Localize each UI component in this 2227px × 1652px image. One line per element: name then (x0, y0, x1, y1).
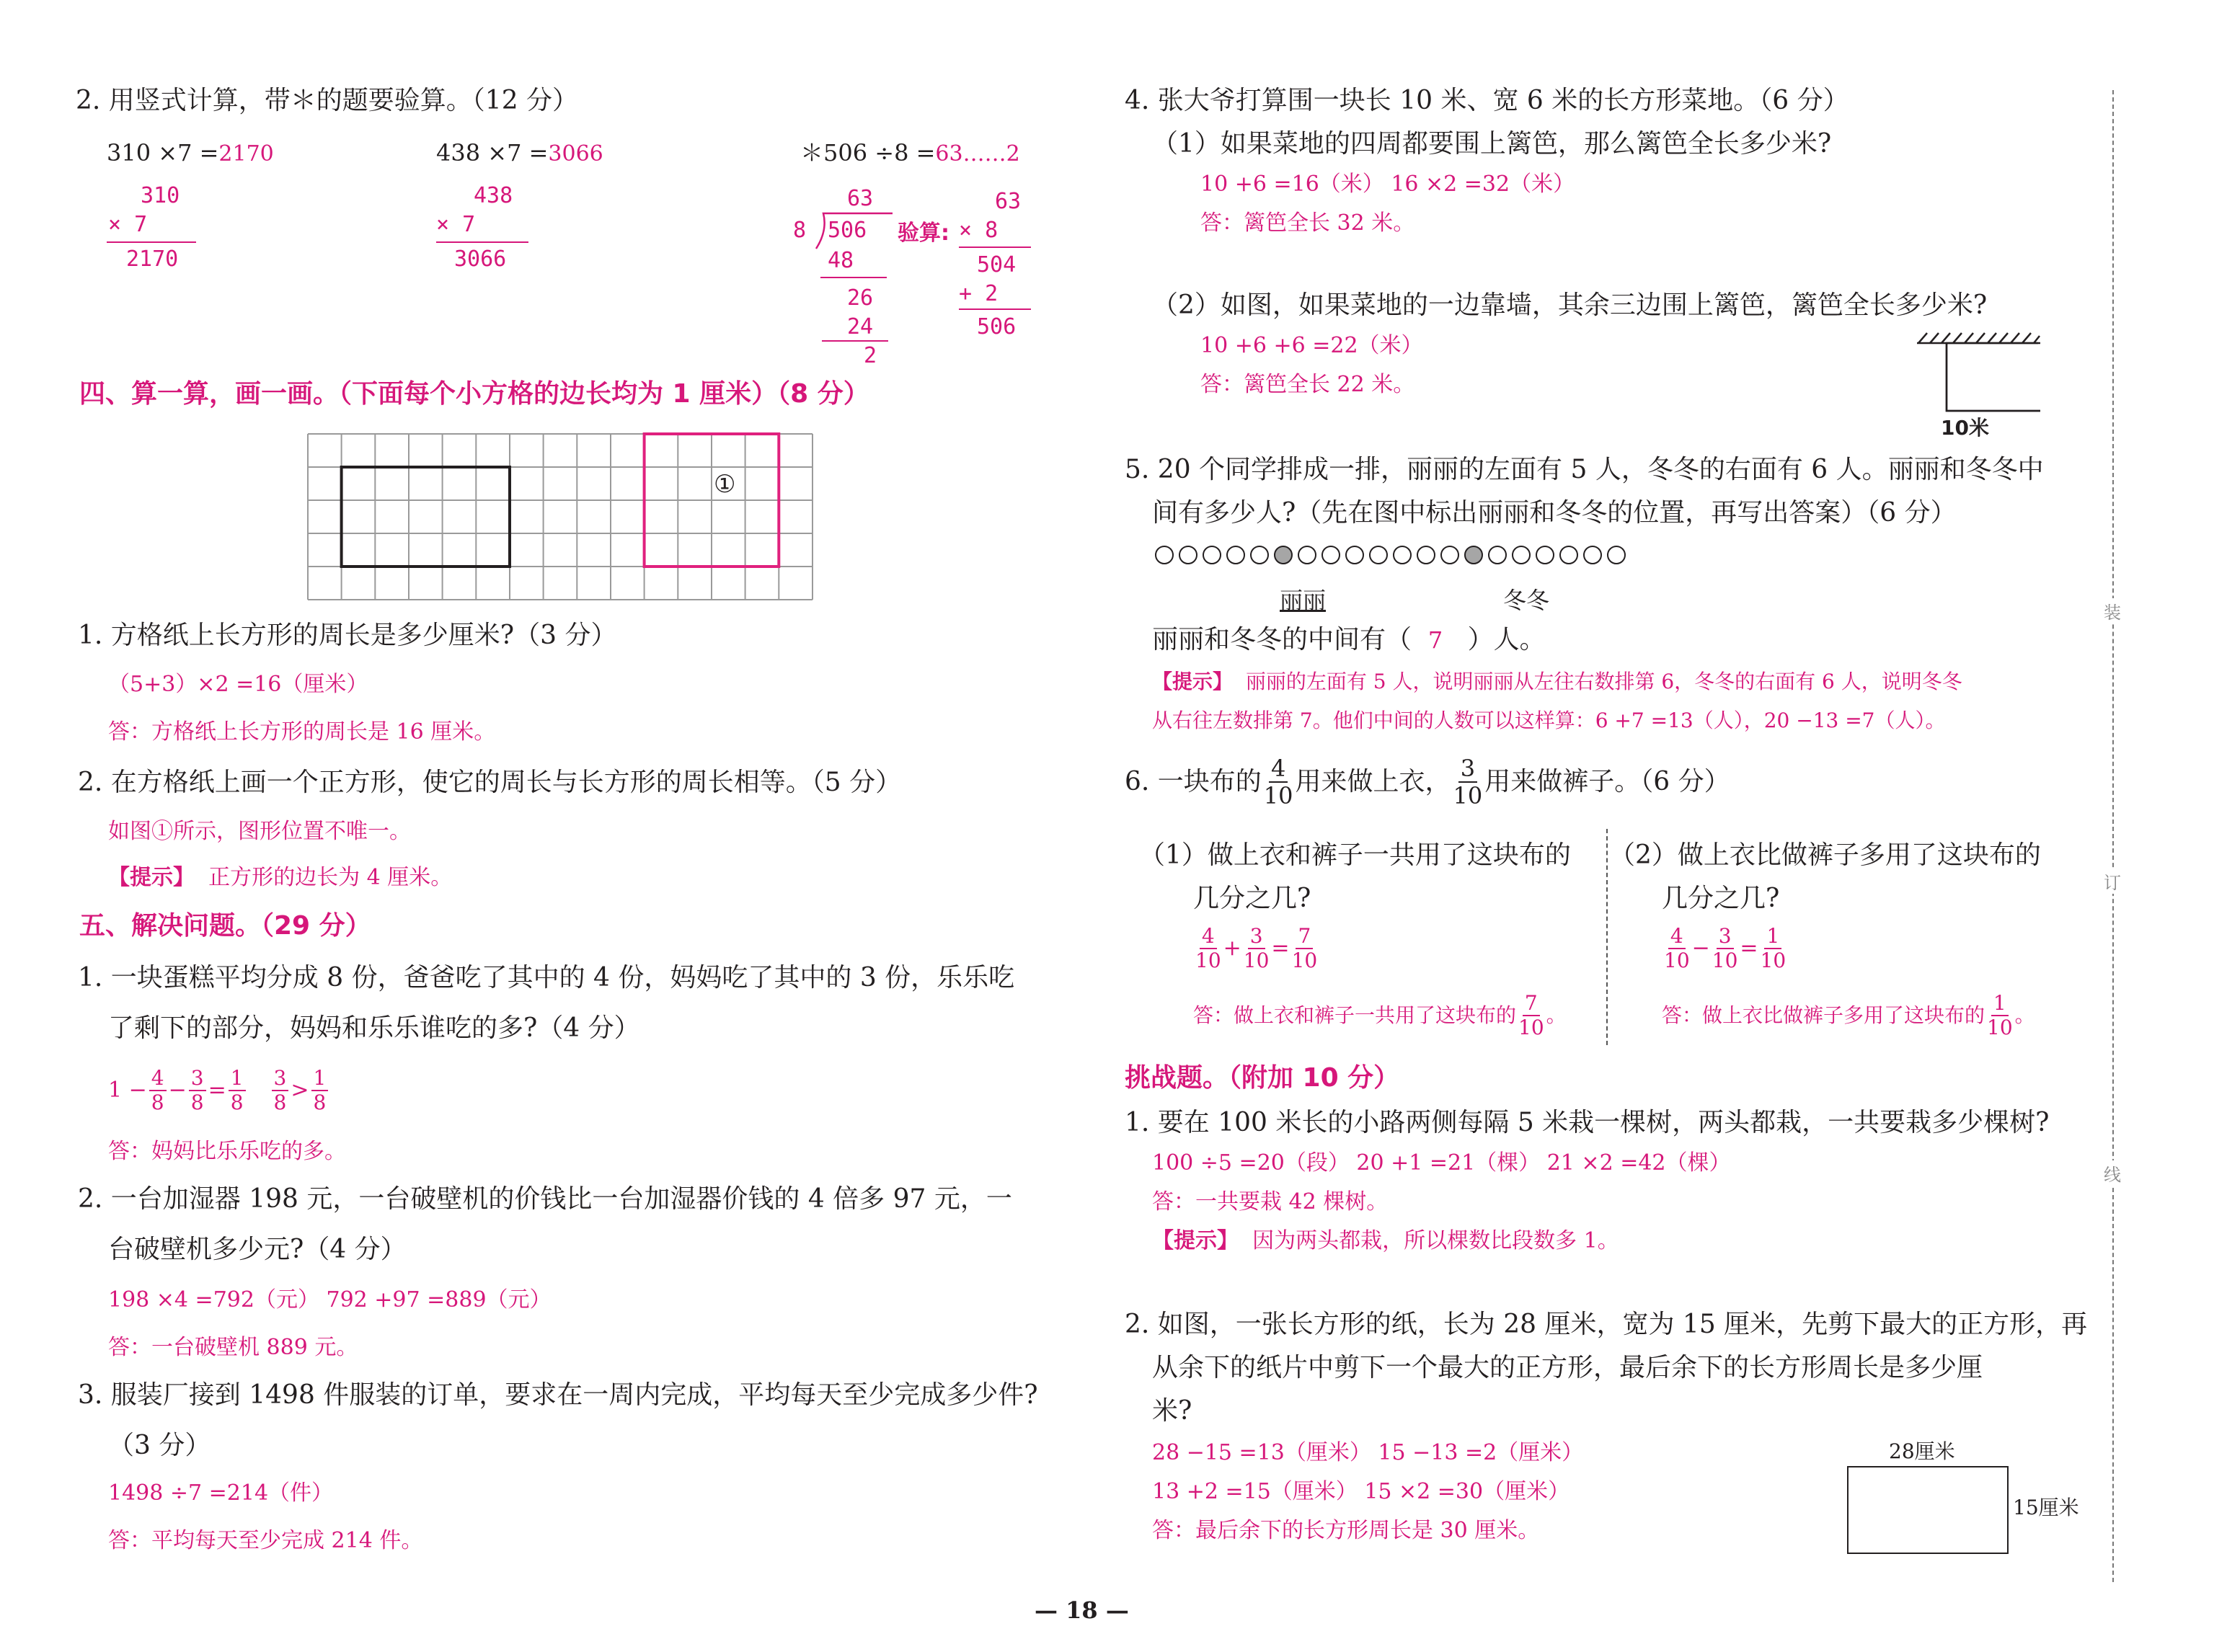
challenge-q1-calc: 100 ÷5 =20（段） 20 +1 =21（棵） 21 ×2 =42（棵） (1152, 1150, 1731, 1176)
q5-hint-line2: 从右往左数排第 7。他们中间的人数可以这样算：6 +7 =13（人），20 −13 =7（人）。 (1152, 709, 1946, 732)
q6-part2-answer: 答：做上衣比做裤子多用了这块布的 $\frac{1}{10}$ 。 (1662, 991, 2035, 1039)
calc-2-result: 3066 (454, 247, 507, 272)
check-product: 504 (977, 252, 1017, 277)
question-2-title: 2. 用竖式计算，带＊的题要验算。（12 分） (76, 86, 579, 115)
challenge-q2-calc1: 28 −15 =13（厘米） 15 −13 =2（厘米） (1152, 1440, 1584, 1465)
s5-q2-calc: 198 ×4 =792（元） 792 +97 =889（元） (108, 1287, 552, 1313)
s5-q3-line1: 3. 服装厂接到 1498 件服装的订单，要求在一周内完成，平均每天至少完成多少件? (78, 1380, 1038, 1410)
s5-q1-line1: 1. 一块蛋糕平均分成 8 份，爸爸吃了其中的 4 份，妈妈吃了其中的 3 份，乐乐吃 (78, 963, 1015, 992)
check-rule-2 (959, 308, 1031, 310)
challenge-q2-answer: 答：最后余下的长方形周长是 30 厘米。 (1152, 1518, 1540, 1543)
calc-1-rule (107, 241, 196, 243)
challenge-q1: 1. 要在 100 米长的小路两侧每隔 5 米栽一棵树，两头都栽，一共要栽多少棵树? (1125, 1108, 2050, 1137)
wall-fence-figure (1914, 330, 2040, 417)
label-dongdong: 冬冬 (1503, 587, 1550, 614)
challenge-q2-line2: 从余下的纸片中剪下一个最大的正方形，最后余下的长方形周长是多少厘 (1152, 1353, 1983, 1382)
check-rule-1 (959, 247, 1031, 248)
check-mul: × 8 (959, 218, 999, 243)
page-number: — 18 — (1035, 1597, 1129, 1624)
s5-q2-line1: 2. 一台加湿器 198 元，一台破壁机的价钱比一台加湿器价钱的 4 倍多 97 元，一 (78, 1184, 1012, 1214)
s5-q3-answer: 答：平均每天至少完成 214 件。 (108, 1528, 423, 1553)
calc-3-answer: 63……2 (935, 141, 1020, 166)
q6-part2-line2: 几分之几? (1662, 884, 1780, 913)
q6-divider (1606, 829, 1608, 1045)
q4-part2-answer: 答：篱笆全长 22 米。 (1200, 372, 1415, 397)
q4-part1: （1）如果菜地的四周都要围上篱笆，那么篱笆全长多少米? (1152, 129, 1832, 159)
calc-3-expr: ＊506 ÷8 =63……2 (800, 139, 1020, 166)
calc-1-expr: 310 ×7 =2170 (107, 139, 274, 166)
challenge-q1-answer: 答：一共要栽 42 棵树。 (1152, 1189, 1389, 1214)
calc-2-rule (436, 241, 528, 243)
student-lili (1275, 546, 1292, 564)
q6-part2-calc: $\frac{4}{10}$ − $\frac{3}{10}$ = $\frac{1}{10}$ (1664, 924, 1787, 972)
section-4-q1-calc: （5+3）×2 =16（厘米） (108, 672, 368, 697)
division-remainder1: 26 (847, 285, 874, 311)
section-4-q1-answer: 答：方格纸上长方形的周长是 16 厘米。 (108, 719, 496, 745)
s5-q2-answer: 答：一台破壁机 889 元。 (108, 1335, 358, 1360)
section-4-q2-hint: 【提示】 正方形的边长为 4 厘米。 (108, 865, 453, 890)
binding-char-2: 订 (2104, 869, 2121, 894)
grid-paper (306, 432, 815, 605)
division-rule-1 (820, 277, 887, 278)
paper-height-label: 15厘米 (2013, 1496, 2079, 1519)
s5-q2-line2: 台破壁机多少元?（4 分） (108, 1235, 407, 1264)
check-label: 验算: (898, 221, 949, 246)
q6-part1-calc: $\frac{4}{10}$ + $\frac{3}{10}$ = $\frac{7}{10}$ (1195, 924, 1318, 972)
division-quotient: 63 (847, 186, 874, 211)
division-divisor: 8 (793, 218, 807, 243)
binding-char-3: 线 (2104, 1160, 2121, 1186)
label-lili: 丽丽 (1280, 587, 1327, 614)
section-5-title: 五、解决问题。（29 分） (79, 911, 371, 941)
q4-part1-answer: 答：篱笆全长 32 米。 (1200, 210, 1415, 236)
check-top: 63 (995, 189, 1022, 214)
s5-q1-calc: 1 − $\frac{4}{8}$ − $\frac{3}{8}$ = $\frac{1}{8}$ $\frac{3}{8}$ > $\frac{1}{8}$ (108, 1068, 330, 1113)
calc-2-expr: 438 ×7 =3066 (436, 139, 603, 166)
q4-part2: （2）如图，如果菜地的一边靠墙，其余三边围上篱笆，篱笆全长多少米? (1152, 290, 1988, 320)
section-4-title: 四、算一算，画一画。（下面每个小方格的边长均为 1 厘米）（8 分） (79, 379, 869, 409)
students-row (1154, 542, 1701, 568)
s5-q1-line2: 了剩下的部分，妈妈和乐乐谁吃的多?（4 分） (108, 1013, 640, 1043)
q6-part1-line2: 几分之几? (1193, 884, 1311, 913)
q4-part1-calc: 10 +6 =16（米） 16 ×2 =32（米） (1200, 172, 1575, 197)
division-remainder: 2 (864, 343, 877, 368)
q6-part1-answer: 答：做上衣和裤子一共用了这块布的 $\frac{7}{10}$ 。 (1193, 991, 1567, 1039)
q5-answer-line: 丽丽和冬冬的中间有（ 7 ）人。 (1152, 625, 1546, 654)
division-rule-2 (822, 340, 888, 342)
paper-rectangle (1847, 1466, 2009, 1554)
calc-1-mul: × 7 (108, 212, 148, 237)
calc-1-result: 2170 (126, 247, 179, 272)
q5-hint-line1: 【提示】 丽丽的左面有 5 人，说明丽丽从左往右数排第 6，冬冬的右面有 6 人，说明冬冬 (1152, 670, 1962, 693)
challenge-q2-line3: 米? (1152, 1396, 1192, 1426)
circled-one-label: ① (714, 470, 736, 499)
s5-q3-calc: 1498 ÷7 =214（件） (108, 1480, 334, 1506)
calc-2-top: 438 (474, 183, 513, 208)
calc-1-top: 310 (141, 183, 180, 208)
s5-q1-answer: 答：妈妈比乐乐吃的多。 (108, 1139, 346, 1164)
q5-answer-value: 7 (1427, 626, 1443, 654)
paper-width-label: 28厘米 (1889, 1439, 1955, 1463)
binding-line (2112, 90, 2114, 1582)
check-result: 506 (977, 314, 1017, 339)
question-5-line1: 5. 20 个同学排成一排，丽丽的左面有 5 人，冬冬的右面有 6 人。丽丽和冬冬中 (1125, 455, 2044, 484)
challenge-q2-line1: 2. 如图，一张长方形的纸，长为 28 厘米，宽为 15 厘米，先剪下最大的正方形，再 (1125, 1310, 2088, 1339)
question-4-title: 4. 张大爷打算围一块长 10 米、宽 6 米的长方形菜地。（6 分） (1125, 86, 1849, 115)
wall-figure-label: 10米 (1941, 416, 1989, 440)
challenge-q1-hint: 【提示】 因为两头都栽，所以棵数比段数多 1。 (1152, 1228, 1619, 1253)
challenge-q2-calc2: 13 +2 =15（厘米） 15 ×2 =30（厘米） (1152, 1479, 1570, 1504)
grid-rectangle (342, 467, 510, 567)
question-5-line2: 间有多少人?（先在图中标出丽丽和冬冬的位置，再写出答案）（6 分） (1152, 498, 1957, 528)
section-4-q2: 2. 在方格纸上画一个正方形，使它的周长与长方形的周长相等。（5 分） (78, 768, 902, 797)
student-dongdong (1465, 546, 1482, 564)
question-6-title: 6. 一块布的 $\frac{4}{10}$ 用来做上衣， $\frac{3}{10}$ 用来做裤子。（6 分） (1125, 755, 1730, 809)
s5-q3-line2: （3 分） (108, 1431, 211, 1460)
binding-char-1: 装 (2104, 598, 2121, 623)
q4-part2-calc: 10 +6 +6 =22（米） (1200, 333, 1423, 358)
calc-2-mul: × 7 (436, 212, 476, 237)
check-add: + 2 (959, 281, 999, 306)
division-step1: 48 (828, 248, 854, 273)
section-4-q1: 1. 方格纸上长方形的周长是多少厘米?（3 分） (78, 621, 617, 650)
section-4-q2-answer: 如图①所示，图形位置不唯一。 (108, 819, 411, 844)
q6-part1-line1: （1）做上衣和裤子一共用了这块布的 (1139, 840, 1571, 870)
calc-1-answer: 2170 (218, 141, 274, 166)
calc-2-answer: 3066 (548, 141, 603, 166)
q6-part2-line1: （2）做上衣比做裤子多用了这块布的 (1609, 840, 2041, 870)
division-step2: 24 (847, 314, 874, 339)
challenge-title: 挑战题。（附加 10 分） (1125, 1063, 1400, 1093)
division-dividend: 506 (828, 218, 867, 243)
